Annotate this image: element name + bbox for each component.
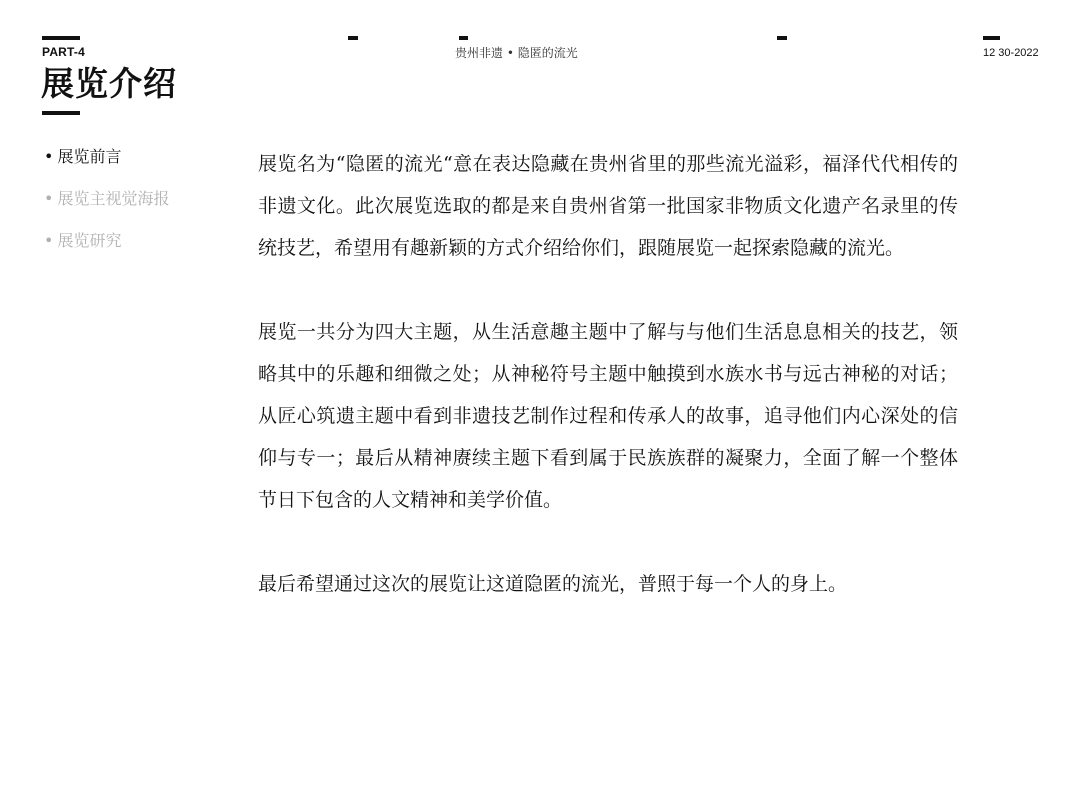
- side-nav-item-label: 展览主视觉海报: [57, 189, 170, 208]
- side-nav-item-label: 展览研究: [57, 231, 122, 250]
- side-nav-item-poster[interactable]: [44, 186, 169, 228]
- page-title: 展览介绍: [41, 64, 177, 103]
- header-tick-1: [42, 36, 80, 40]
- intro-paragraph-2: 展览一共分为四大主题，从生活意趣主题中了解与与他们生活息息相关的技艺，领略其中的乐趣和细微之处；从神秘符号主题中触摸到水族水书与远古神秘的对话；从匠心筑遗主题中看到非遗技艺制作过程和传承人的故事，追寻他们内心深处的信仰与专一；最后从精神赓续主题下看到属于民族族群的凝聚力，全面了解一个整体节日下包含的人文精神和美学价值。: [258, 321, 958, 511]
- side-nav: [44, 144, 169, 270]
- bullet-icon: •: [44, 189, 54, 208]
- bullet-icon: •: [44, 147, 54, 166]
- intro-paragraph-1: 展览名为“隐匿的流光“意在表达隐藏在贵州省里的那些流光溢彩，福泽代代相传的非遗文化。此次展览选取的都是来自贵州省第一批国家非物质文化遗产名录里的传统技艺，希望用有趣新颖的方式介绍给你们，跟随展览一起探索隐藏的流光。: [258, 153, 958, 259]
- part-label: PART-4: [42, 45, 85, 59]
- side-nav-item-preface[interactable]: [44, 144, 169, 186]
- header-tick-5: [983, 36, 1000, 40]
- bullet-icon: •: [44, 231, 54, 250]
- title-underline: [42, 111, 80, 115]
- side-nav-item-label: 展览前言: [57, 147, 122, 166]
- header-title: 贵州非遗 • 隐匿的流光: [455, 46, 578, 60]
- header-tick-2: [348, 36, 358, 40]
- header-tick-4: [777, 36, 787, 40]
- header-date: 12 30-2022: [983, 47, 1039, 59]
- side-nav-item-research[interactable]: [44, 228, 169, 270]
- header-tick-3: [459, 36, 468, 40]
- intro-content: [258, 143, 958, 647]
- intro-paragraph-3: 最后希望通过这次的展览让这道隐匿的流光，普照于每一个人的身上。: [258, 573, 848, 595]
